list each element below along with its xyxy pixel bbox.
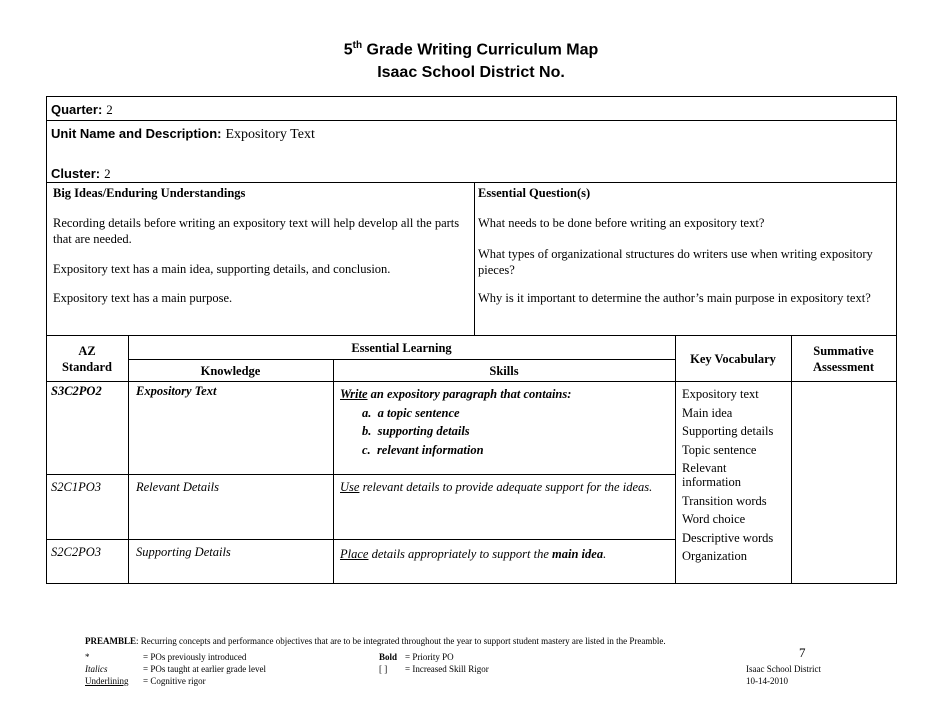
essential-questions-heading: Essential Question(s) — [478, 186, 591, 200]
essential-question-item: What types of organizational structures do writers use when writing expository pieces? — [478, 247, 873, 277]
knowledge-header: Knowledge — [200, 364, 261, 378]
knowledge-item: Supporting Details — [136, 545, 231, 559]
vocabulary-item: Transition words — [682, 493, 767, 508]
quarter-field: Quarter: 2 — [51, 102, 113, 117]
preamble: PREAMBLE: Recurring concepts and performance objectives that are to be integrated throughout the year to support student mastery are listed in the Preamble. — [85, 636, 666, 646]
page-subtitle: Isaac School District No. — [377, 64, 565, 81]
big-idea-item: Expository text has a main purpose. — [53, 291, 233, 305]
legend-key: * — [85, 652, 90, 662]
key-vocabulary-header: Key Vocabulary — [690, 352, 776, 366]
vocabulary-list — [682, 385, 773, 566]
legend-desc: = POs previously introduced — [143, 652, 247, 662]
page-number: 7 — [799, 645, 806, 660]
skill-subitem: c. relevant information — [362, 443, 484, 457]
legend-desc: = Cognitive rigor — [143, 676, 206, 686]
vocabulary-item: Supporting details — [682, 424, 774, 439]
vocabulary-item: Descriptive words — [682, 530, 774, 545]
standard-code: S3C2PO2 — [51, 384, 102, 398]
skill-subitem: b. supporting details — [362, 424, 470, 438]
legend-desc: = Priority PO — [405, 652, 454, 662]
essential-question-item: What needs to be done before writing an expository text? — [478, 216, 765, 230]
big-ideas-heading: Big Ideas/Enduring Understandings — [53, 186, 246, 200]
skill-subitem: a. a topic sentence — [362, 406, 460, 420]
cluster-field: Cluster: 2 — [51, 166, 111, 181]
az-standard-header: AZ Standard — [61, 344, 113, 374]
legend-key: Italics — [85, 664, 108, 674]
vocabulary-item: Expository text — [682, 387, 759, 401]
standard-code: S2C1PO3 — [51, 480, 101, 494]
knowledge-item: Expository Text — [136, 384, 217, 398]
vocabulary-item: Relevant — [682, 461, 727, 476]
essential-question-item: Why is it important to determine the author’s main purpose in expository text? — [478, 291, 871, 305]
vocabulary-item: information — [682, 474, 742, 489]
legend-key: [ ] — [379, 664, 388, 674]
vocabulary-item: Topic sentence — [682, 442, 757, 457]
legend-key: Bold — [379, 652, 398, 662]
document-date: 10-14-2010 — [746, 676, 788, 686]
summative-assessment-header: Summative Assessment — [812, 344, 875, 374]
skills-header: Skills — [489, 364, 519, 378]
legend-desc: = Increased Skill Rigor — [405, 664, 489, 674]
essential-learning-header: Essential Learning — [351, 341, 452, 355]
page-title: 5th Grade Writing Curriculum Map — [343, 40, 599, 59]
unit-field: Unit Name and Description: Expository Text — [51, 126, 315, 142]
big-idea-item: Expository text has a main idea, supporting details, and conclusion. — [53, 262, 391, 276]
vocabulary-item: Word choice — [682, 512, 746, 527]
district-name: Isaac School District — [746, 664, 821, 674]
vocabulary-item: Organization — [682, 549, 748, 564]
skill-text: Place details appropriately to support the main idea. — [340, 547, 607, 561]
legend-desc: = POs taught at earlier grade level — [143, 664, 267, 674]
vocabulary-item: Main idea — [682, 405, 733, 420]
standard-code: S2C2PO3 — [51, 545, 101, 559]
legend-key: Underlining — [85, 676, 129, 686]
big-idea-item: Recording details before writing an expository text will help develop all the parts that are needed. — [53, 216, 460, 246]
skill-text: Write an expository paragraph that contains: — [340, 387, 572, 401]
knowledge-item: Relevant Details — [136, 480, 219, 494]
skill-text: Use relevant details to provide adequate support for the ideas. — [340, 480, 653, 494]
